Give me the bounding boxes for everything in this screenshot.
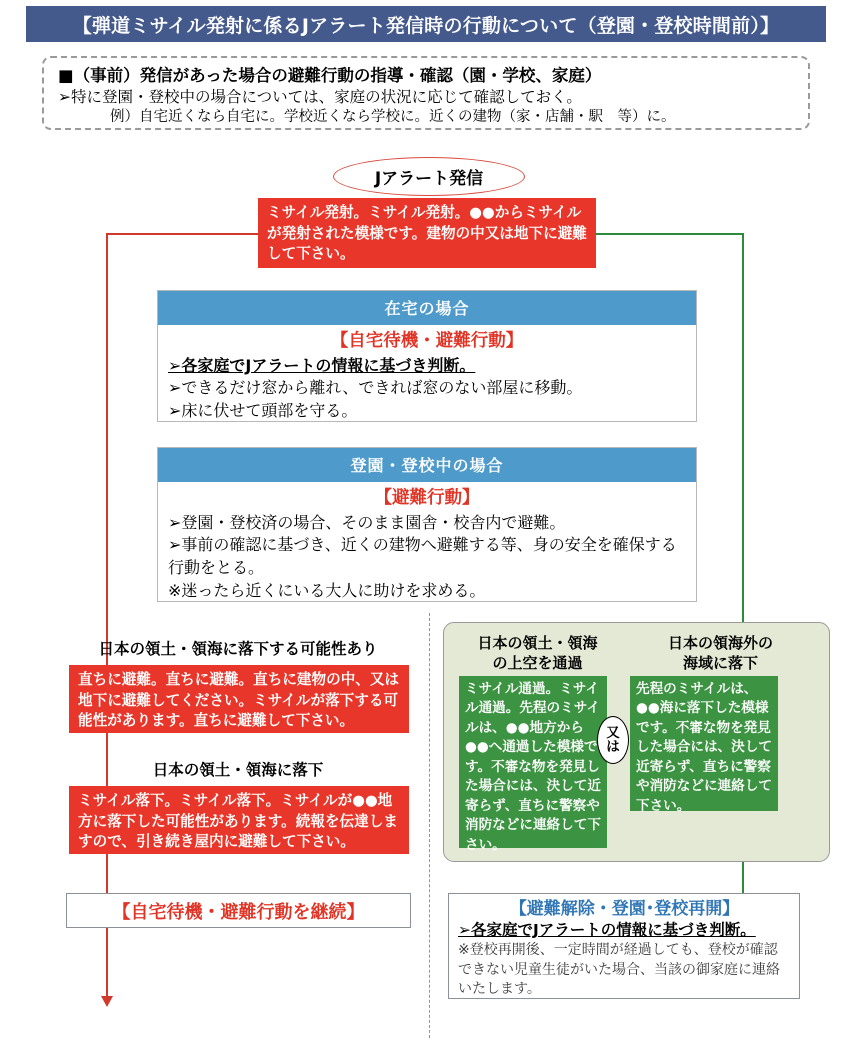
- outcome-title-resume-school: 【避難解除・登園･登校再開】: [509, 899, 740, 919]
- right-branch-message-overfly: ミサイル通過。ミサイル通過。先程のミサイルは、●●地方から●●へ通過した模様です。不審な物を発見した場合には、決して近寄らず、直ちに警察や消防などに連絡して下さい。: [459, 676, 607, 848]
- case-header-at-home: 在宅の場合: [158, 291, 696, 325]
- either-or-bottom: は: [606, 739, 620, 755]
- right-branch-label-overfly-line2: の上空を通過: [492, 653, 583, 672]
- case-header-commuting: 登園・登校中の場合: [158, 448, 696, 482]
- pre-instruction-box: [42, 56, 810, 130]
- case-line-at-home-2: ➢できるだけ窓から離れ、できれば窓のない部屋に移動。: [168, 378, 583, 398]
- jalert-oval: Jアラート発信: [333, 157, 525, 196]
- case-line-at-home-1: ➢各家庭でJアラートの情報に基づき判断。: [168, 355, 476, 375]
- case-title-commuting: 【避難行動】: [374, 488, 480, 508]
- case-line-commuting-1: ➢登園・登校済の場合、そのまま園舎・校舎内で避難。: [168, 512, 566, 532]
- pre-instruction-line-1: ➢特に登園・登校中の場合については、家庭の状況に応じて確認しておく。: [58, 88, 582, 107]
- connector-right-horizontal: [596, 233, 743, 235]
- branch-label-possible-fall: 日本の領土・領海に落下する可能性あり: [98, 640, 378, 658]
- vertical-divider: [429, 613, 430, 1038]
- right-branch-label-offshore: [638, 634, 803, 673]
- connector-left-vertical: [106, 233, 108, 1000]
- case-panel-commuting: [157, 447, 697, 602]
- pre-instruction-line-2: 例）自宅近くなら自宅に。学校近くなら学校に。近くの建物（家・店舗・駅 等）に。: [110, 109, 676, 126]
- outcome-box-continue-shelter: [66, 893, 411, 928]
- case-title-at-home: 【自宅待機・避難行動】: [330, 331, 524, 351]
- either-or-connector: [597, 716, 629, 764]
- connector-left-horizontal: [107, 233, 259, 235]
- either-or-top: 又: [606, 724, 620, 741]
- outcome-title-continue-shelter: 【自宅待機・避難行動を継続】: [112, 901, 365, 923]
- page-title: 【弾道ミサイル発射に係るJアラート発信時の行動について（登園・登校時間前）】: [26, 6, 826, 42]
- branch-label-fall: 日本の領土・領海に落下: [152, 761, 324, 779]
- jalert-message-box: ミサイル発射。ミサイル発射。●●からミサイルが発射された模様です。建物の中又は地下に避難して下さい。: [258, 198, 596, 268]
- case-line-commuting-3: ※迷ったら近くにいる大人に助けを求める。: [168, 580, 486, 600]
- case-line-at-home-3: ➢床に伏せて頭部を守る。: [168, 401, 358, 421]
- branch-message-possible-fall: 直ちに避難。直ちに避難。直ちに建物の中、又は地下に避難してください。ミサイルが落下する可能性があります。直ちに避難して下さい。: [69, 665, 409, 733]
- right-branch-message-offshore: 先程のミサイルは、●●海に落下した模様です。不審な物を発見した場合には、決して近寄らず、直ちに警察や消防などに連絡して下さい。: [630, 676, 778, 811]
- outcome-box-resume-school: [448, 893, 800, 999]
- outcome-note-resume-school: ※登校再開後、一定時間が経過しても、登校が確認できない児童生徒がいた場合、当該の御家庭に連絡いたします。: [458, 942, 780, 998]
- connector-left-arrowhead: [101, 996, 113, 1007]
- right-branch-label-offshore-line2: 海域に落下: [682, 653, 758, 672]
- case-line-commuting-2: ➢事前の確認に基づき、近くの建物へ避難する等、身の安全を確保する行動をとる。: [168, 535, 677, 578]
- right-branch-label-overfly: [455, 634, 620, 673]
- case-panel-at-home: [157, 290, 697, 422]
- right-branch-label-overfly-line1: 日本の領土・領海: [477, 634, 598, 652]
- case-body-at-home: [158, 325, 696, 431]
- pre-instruction-heading: ■（事前）発信があった場合の避難行動の指導・確認（園・学校、家庭）: [58, 66, 602, 85]
- case-body-commuting: [158, 482, 696, 611]
- branch-message-fall: ミサイル落下。ミサイル落下。ミサイルが●●地方に落下した可能性があります。続報を伝達しますので、引き続き屋内に避難して下さい。: [69, 786, 409, 854]
- right-branch-label-offshore-line1: 日本の領海外の: [667, 634, 773, 652]
- outcome-strong-resume-school: ➢各家庭でJアラートの情報に基づき判断。: [458, 921, 756, 940]
